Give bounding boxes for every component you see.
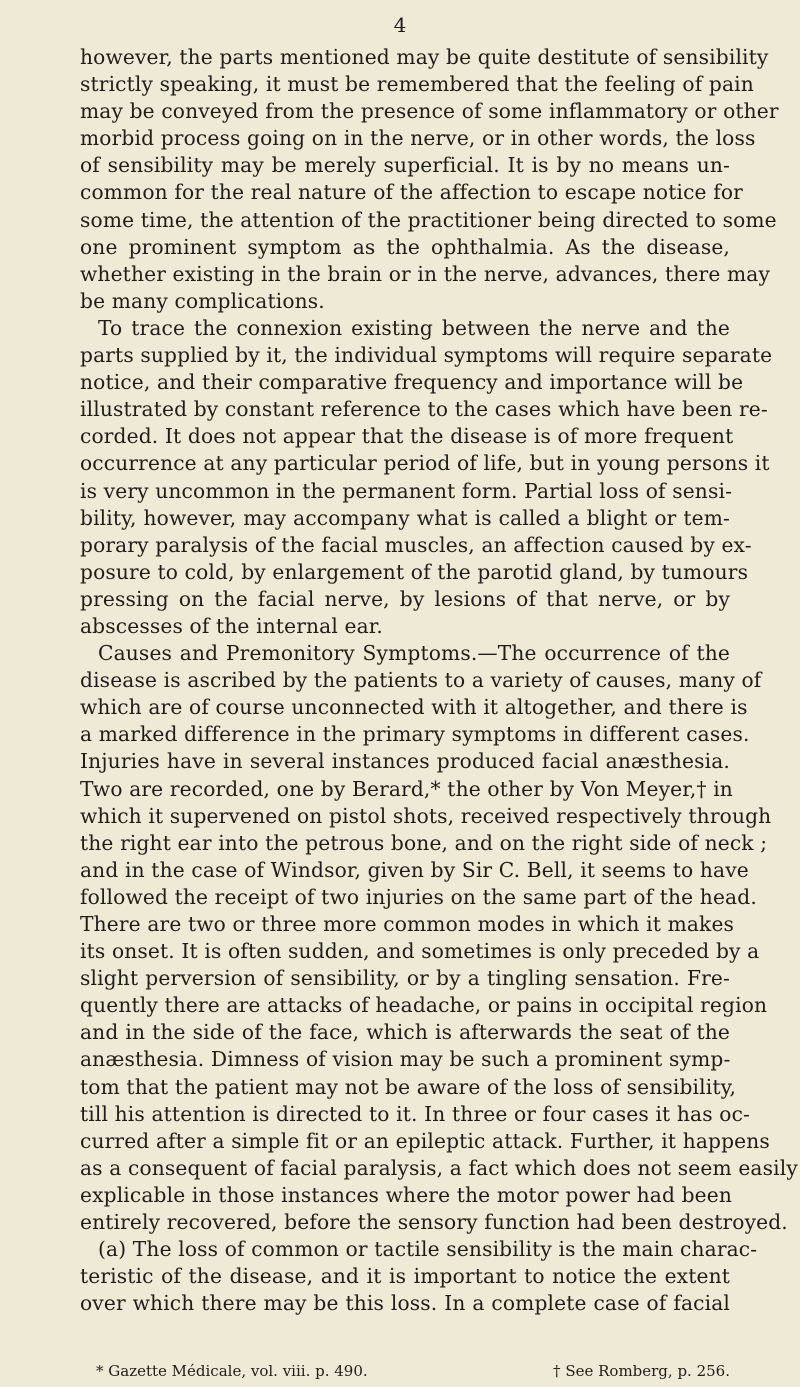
page-number: 4 — [393, 13, 407, 37]
text-line: one prominent symptom as the ophthalmia. As the disease, — [80, 234, 730, 259]
text-line: slight perversion of sensibility, or by a tingling sensation. Fre- — [80, 966, 730, 991]
text-line: the right ear into the petrous bone, and on the right side of neck ; — [80, 830, 768, 855]
text-line: and in the side of the face, which is afterwards the seat of the — [80, 1020, 730, 1045]
text-line: some time, the attention of the practitioner being directed to some — [80, 207, 777, 232]
text-line: till his attention is directed to it. In three or four cases it has oc- — [80, 1101, 751, 1126]
text-line: whether existing in the brain or in the nerve, advances, there may — [80, 261, 771, 286]
text-line: of sensibility may be merely superficial. It is by no means un- — [80, 153, 730, 178]
text-line: common for the real nature of the affection to escape notice for — [80, 180, 743, 205]
text-line: entirely recovered, before the sensory function had been destroyed. — [80, 1210, 788, 1235]
text-line: however, the parts mentioned may be quite destitute of sensibility — [80, 45, 769, 69]
text-line: quently there are attacks of headache, or pains in occipital region — [80, 993, 768, 1018]
text-line: illustrated by constant reference to the cases which have been re- — [80, 397, 768, 422]
text-line: posure to cold, by enlargement of the parotid gland, by tumours — [80, 559, 749, 584]
text-line: porary paralysis of the facial muscles, an affection caused by ex- — [80, 532, 752, 557]
text-line: tom that the patient may not be aware of the loss of sensibility, — [80, 1074, 737, 1099]
footnote-gazette: * Gazette Médicale, vol. viii. p. 490. — [96, 1362, 368, 1380]
text-line: pressing on the facial nerve, by lesions of that nerve, or by — [80, 586, 730, 611]
text-line: curred after a simple fit or an epileptic attack. Further, it happens — [80, 1128, 770, 1153]
text-line: Two are recorded, one by Berard,* the other by Von Meyer,† in — [80, 776, 733, 801]
text-line: strictly speaking, it must be remembered that the feeling of pain — [80, 72, 754, 97]
text-line: a marked difference in the primary symptoms in different cases. — [80, 722, 750, 747]
text-line: There are two or three more common modes in which it makes — [80, 912, 735, 936]
text-line: To trace the connexion existing between the nerve and the — [98, 315, 730, 340]
text-line: anæsthesia. Dimness of vision may be such a prominent symp- — [80, 1047, 731, 1072]
text-line: bility, however, may accompany what is called a blight or tem- — [80, 505, 730, 530]
text-line: which are of course unconnected with it altogether, and there is — [80, 695, 748, 720]
text-line: occurrence at any particular period of life, but in young persons it — [80, 451, 770, 476]
text-line: which it supervened on pistol shots, received respectively through — [80, 803, 772, 828]
text-line: as a consequent of facial paralysis, a fact which does not seem easily — [80, 1155, 798, 1180]
footnote-romberg: † See Romberg, p. 256. — [553, 1362, 730, 1380]
text-line: followed the receipt of two injuries on the same part of the head. — [80, 884, 757, 909]
text-line: may be conveyed from the presence of some inflammatory or other — [80, 99, 779, 124]
text-line: over which there may be this loss. In a complete case of facial — [80, 1291, 730, 1316]
text-line: corded. It does not appear that the disease is of more frequent — [80, 424, 734, 449]
text-line: is very uncommon in the permanent form. Partial loss of sensi- — [80, 478, 733, 503]
text-line: teristic of the disease, and it is important to notice the extent — [80, 1264, 730, 1289]
text-line: disease is ascribed by the patients to a variety of causes, many of — [80, 668, 762, 693]
text-line: Injuries have in several instances produced facial anæsthesia. — [80, 749, 730, 774]
text-line: morbid process going on in the nerve, or in other words, the loss — [80, 126, 756, 151]
text-line: and in the case of Windsor, given by Sir C. Bell, it seems to have — [80, 857, 749, 882]
body-text — [80, 44, 798, 1317]
footnotes — [80, 1362, 730, 1380]
text-line: parts supplied by it, the individual symptoms will require separate — [80, 343, 773, 368]
text-line: explicable in those instances where the motor power had been — [80, 1182, 733, 1207]
text-line: notice, and their comparative frequency and importance will be — [80, 370, 744, 395]
text-line: abscesses of the internal ear. — [80, 613, 383, 638]
text-line: its onset. It is often sudden, and sometimes is only preceded by a — [80, 939, 760, 964]
text-line: Causes and Premonitory Symptoms.—The occurrence of the — [98, 641, 730, 666]
text-line: be many complications. — [80, 288, 325, 313]
text-line: (a) The loss of common or tactile sensibility is the main charac- — [98, 1237, 758, 1262]
